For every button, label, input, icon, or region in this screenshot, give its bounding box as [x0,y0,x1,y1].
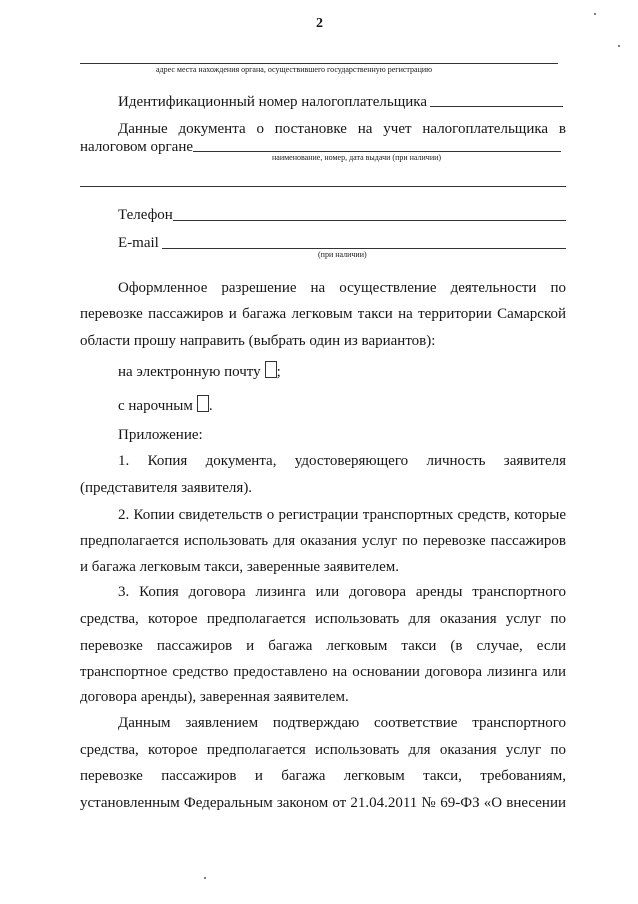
authority-address-line [80,63,558,64]
confirmation-line-3: перевозке пассажиров и багажа легковым такси, требованиям, [80,768,566,784]
phone-label: Телефон [118,207,173,223]
attachment-3-line-5: договора аренды), заверенная заявителем. [80,689,349,705]
option-courier [118,395,213,415]
option-email [118,361,281,381]
tax-registration-line-1: Данные документа о постановке на учет налогоплательщика в [118,121,566,137]
option-courier-checkbox[interactable] [197,395,209,412]
delivery-line-2: перевозке пассажиров и багажа легковым такси на территории Самарской [80,306,566,322]
confirmation-line-4: установленным Федеральным законом от 21.04.2011 № 69-ФЗ «О внесении [80,795,566,811]
scan-speck [618,45,620,47]
attachment-1-line-1: 1. Копия документа, удостоверяющего личность заявителя [118,453,566,469]
option-email-checkbox[interactable] [265,361,277,378]
page-number: 2 [316,16,323,31]
scan-speck [204,877,206,879]
delivery-line-3: области прошу направить (выбрать один из вариантов): [80,333,436,349]
confirmation-line-1: Данным заявлением подтверждаю соответствие транспортного [118,715,566,731]
attachments-title: Приложение: [118,427,203,443]
tax-registration-extra-line [80,186,566,187]
attachment-1-line-2: (представителя заявителя). [80,480,253,496]
tax-registration-caption: наименование, номер, дата выдачи (при наличии) [272,153,442,162]
tax-registration-field-line [193,151,561,152]
attachment-3-line-1: 3. Копия договора лизинга или договора аренды транспортного [118,584,566,600]
option-email-end: ; [276,364,281,380]
attachment-3-line-3: перевозке пассажиров и багажа легковым такси (в случае, если [80,638,566,654]
phone-field-line [173,220,566,221]
attachment-3-line-4: транспортное средство предоставлено на основании договора лизинга или [80,664,566,680]
option-courier-end: . [208,398,213,414]
taxpayer-id-field-line [430,106,563,107]
scan-speck [594,13,596,15]
confirmation-line-2: средства, которое предполагается использовать для оказания услуг по [80,742,566,758]
attachment-2-line-1: 2. Копии свидетельств о регистрации транспортных средств, которые [118,507,566,523]
attachment-3-line-2: средства, которое предполагается использовать для оказания услуг по [80,611,566,627]
tax-registration-line-2: налоговом органе [80,139,194,155]
attachment-2-line-3: и багажа легковым такси, заверенные заявителем. [80,559,399,575]
option-email-label: на электронную почту [118,364,261,380]
email-caption: (при наличии) [318,250,367,259]
authority-address-caption: адрес места нахождения органа, осуществившего государственную регистрацию [156,65,433,74]
email-label: E-mail [118,235,159,251]
option-courier-label: с нарочным [118,398,193,414]
delivery-line-1: Оформленное разрешение на осуществление деятельности по [118,280,566,296]
attachment-2-line-2: предполагается использовать для оказания услуг по перевозке пассажиров [80,533,566,549]
email-field-line [162,248,566,249]
taxpayer-id-label: Идентификационный номер налогоплательщика [118,94,428,110]
